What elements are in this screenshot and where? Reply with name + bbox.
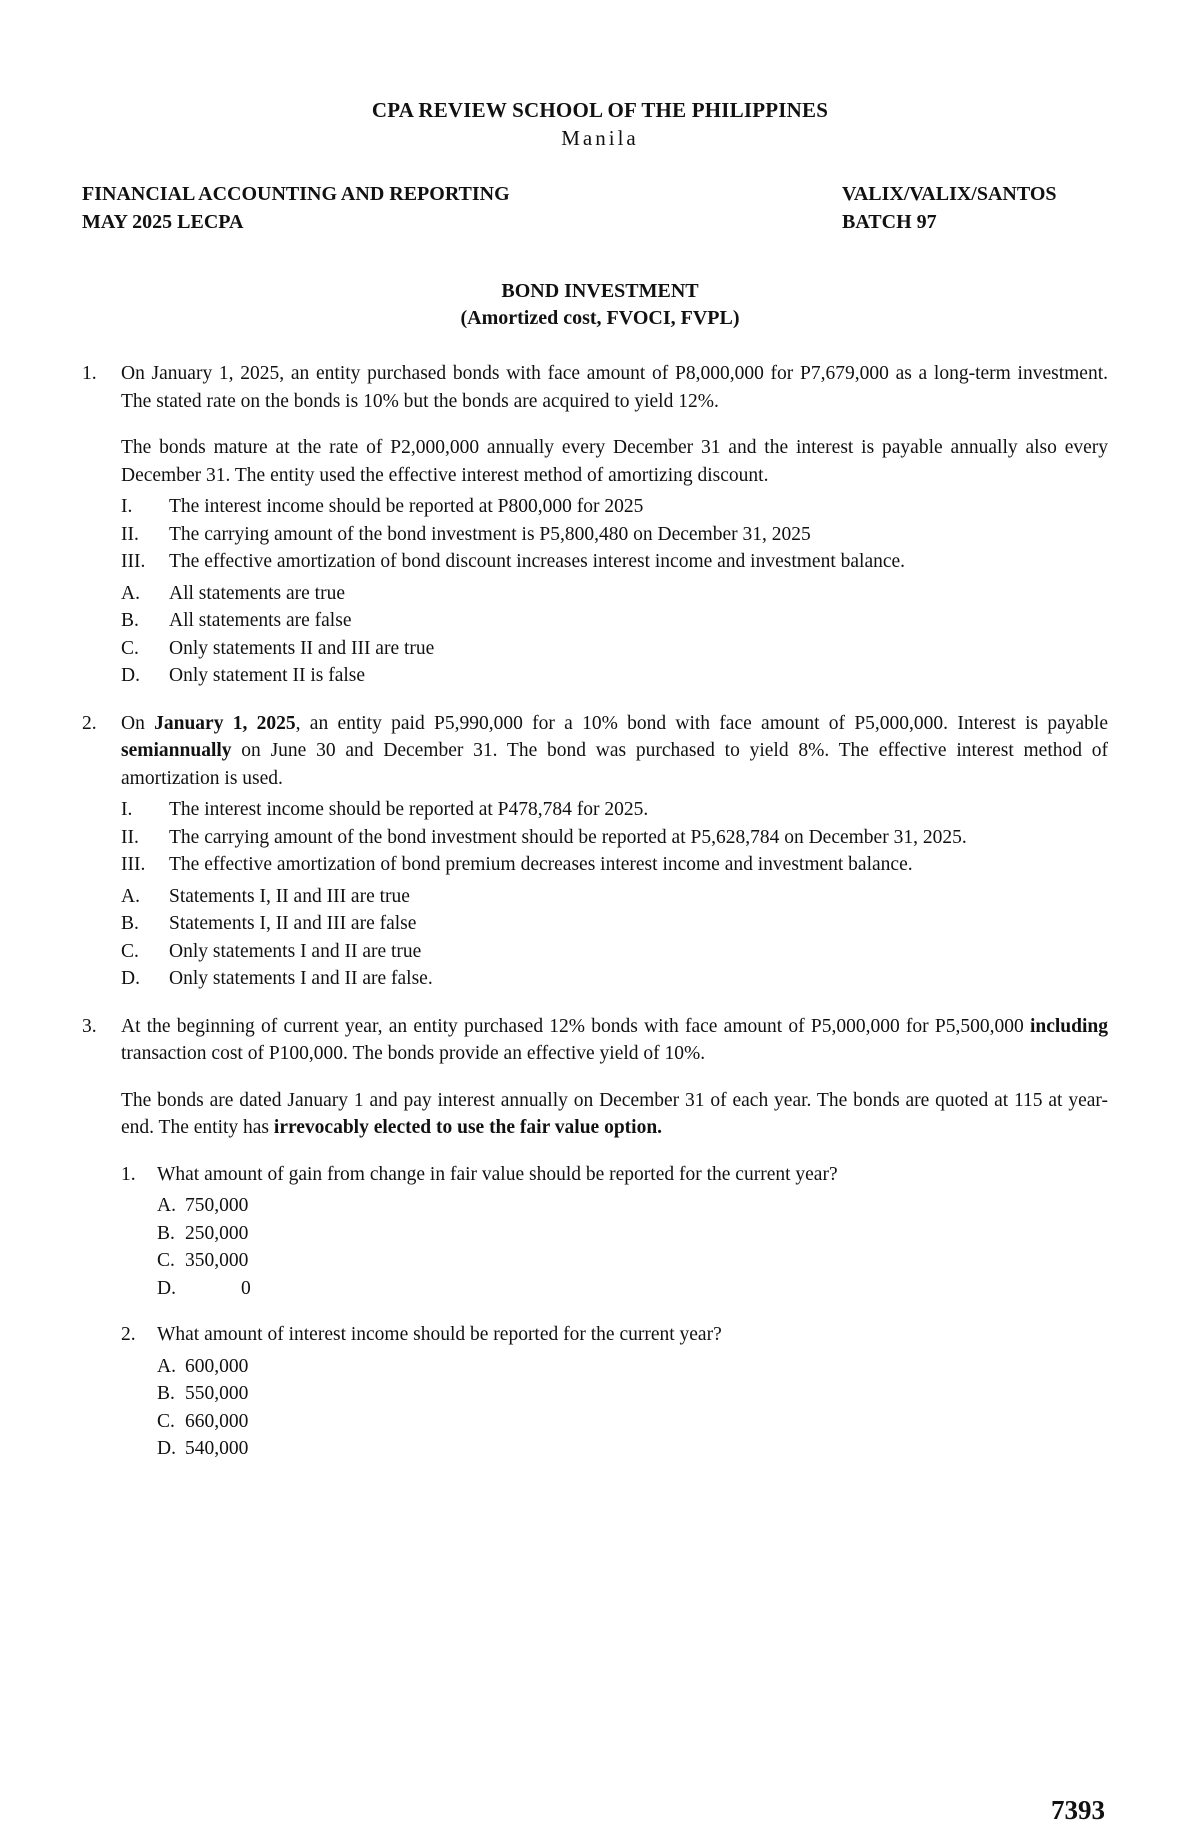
answer-option: D. Only statements I and II are false. — [121, 968, 433, 989]
subject-title: FINANCIAL ACCOUNTING AND REPORTING — [82, 183, 510, 205]
course-info — [82, 180, 510, 236]
question-number: 1. — [82, 363, 97, 384]
questions — [82, 360, 1108, 1463]
question-number: 2. — [82, 712, 97, 734]
question-number: 3. — [82, 1015, 97, 1037]
statement: I. The interest income should be reported at P800,000 for 2025 — [121, 496, 644, 517]
sub-question-text: What amount of gain from change in fair value should be reported for the current year? — [157, 1163, 838, 1185]
answer-option: C. Only statements II and III are true — [121, 637, 435, 659]
statement: III. The effective amortization of bond discount increases interest income and investment balance. — [121, 551, 906, 572]
answer-option: B. All statements are false — [121, 610, 352, 631]
question-text: On January 1, 2025, an entity purchased bonds with face amount of P8,000,000 for P7,679,000 as a long-term investment. The stated rate on the bonds is 10% but the bonds are acquired to yield 12%. — [121, 363, 1108, 412]
answer-option: B. 250,000 — [157, 1222, 249, 1244]
answer-option: A. 750,000 — [157, 1195, 249, 1216]
topic-title — [0, 278, 1200, 332]
answer-option: D. 0 — [157, 1277, 251, 1299]
statement: II. The carrying amount of the bond investment is P5,800,480 on December 31, 2025 — [121, 523, 811, 545]
school-city: Manila — [561, 126, 639, 150]
question-1 — [82, 360, 1108, 690]
question-2 — [82, 710, 1108, 993]
question-text: At the beginning of current year, an entity purchased 12% bonds with face amount of P5,000,000 for P5,500,000 including transaction cost of P100,000. The bonds provide an effective yield of 10%. — [121, 1015, 1108, 1064]
answer-option: C. 660,000 — [157, 1410, 249, 1432]
sub-question-1: 1. What amount of gain from change in fair value should be reported for the current year? A. 750,000 B. 250,000 C. 350,000 D. 0 — [121, 1161, 1108, 1303]
answer-option: D. Only statement II is false — [121, 665, 366, 686]
authors: VALIX/VALIX/SANTOS — [842, 183, 1057, 205]
statement: II. The carrying amount of the bond investment should be reported at P5,628,784 on December 31, 2025. — [121, 826, 967, 848]
sub-question-text: What amount of interest income should be reported for the current year? — [157, 1324, 722, 1345]
exam-name: MAY 2025 LECPA — [82, 211, 244, 233]
answer-option: A. All statements are true — [121, 582, 345, 604]
answer-option: C. Only statements I and II are true — [121, 940, 422, 962]
answer-option: B. 550,000 — [157, 1383, 249, 1404]
question-text: On January 1, 2025, an entity paid P5,990,000 for a 10% bond with face amount of P5,000,000. Interest is payable semiannually on June 30 and December 31. The bond was purchased to yield 8%. The effective interest method of amortization is used. — [121, 712, 1108, 789]
answer-option: A. Statements I, II and III are true — [121, 885, 410, 907]
question-3 — [82, 1013, 1108, 1463]
page-number: 7393 — [1051, 1795, 1105, 1825]
school-name: CPA REVIEW SCHOOL OF THE PHILIPPINES — [371, 98, 829, 122]
answer-option: A. 600,000 — [157, 1355, 249, 1377]
topic-main: BOND INVESTMENT — [501, 280, 699, 302]
answer-option: B. Statements I, II and III are false — [121, 913, 417, 934]
answer-option: C. 350,000 — [157, 1250, 249, 1271]
sub-question-2: 2. What amount of interest income should be reported for the current year? A. 600,000 B. 550,000 C. 660,000 D. 540,000 — [121, 1321, 1108, 1463]
statement: III. The effective amortization of bond premium decreases interest income and investment balance. — [121, 854, 913, 875]
question-text: The bonds are dated January 1 and pay interest annually on December 31 of each year. The bonds are quoted at 115 at year-end. The entity has irrevocably elected to use the fair value option. — [121, 1089, 1108, 1138]
answer-option: D. 540,000 — [157, 1438, 249, 1459]
topic-sub: (Amortized cost, FVOCI, FVPL) — [460, 307, 740, 329]
question-text: The bonds mature at the rate of P2,000,000 annually every December 31 and the interest is payable annually also every December 31. The entity used the effective interest method of amortizing discount. — [121, 437, 1108, 486]
author-info — [842, 180, 1057, 236]
statement: I. The interest income should be reported at P478,784 for 2025. — [121, 799, 649, 820]
batch: BATCH 97 — [842, 211, 937, 233]
